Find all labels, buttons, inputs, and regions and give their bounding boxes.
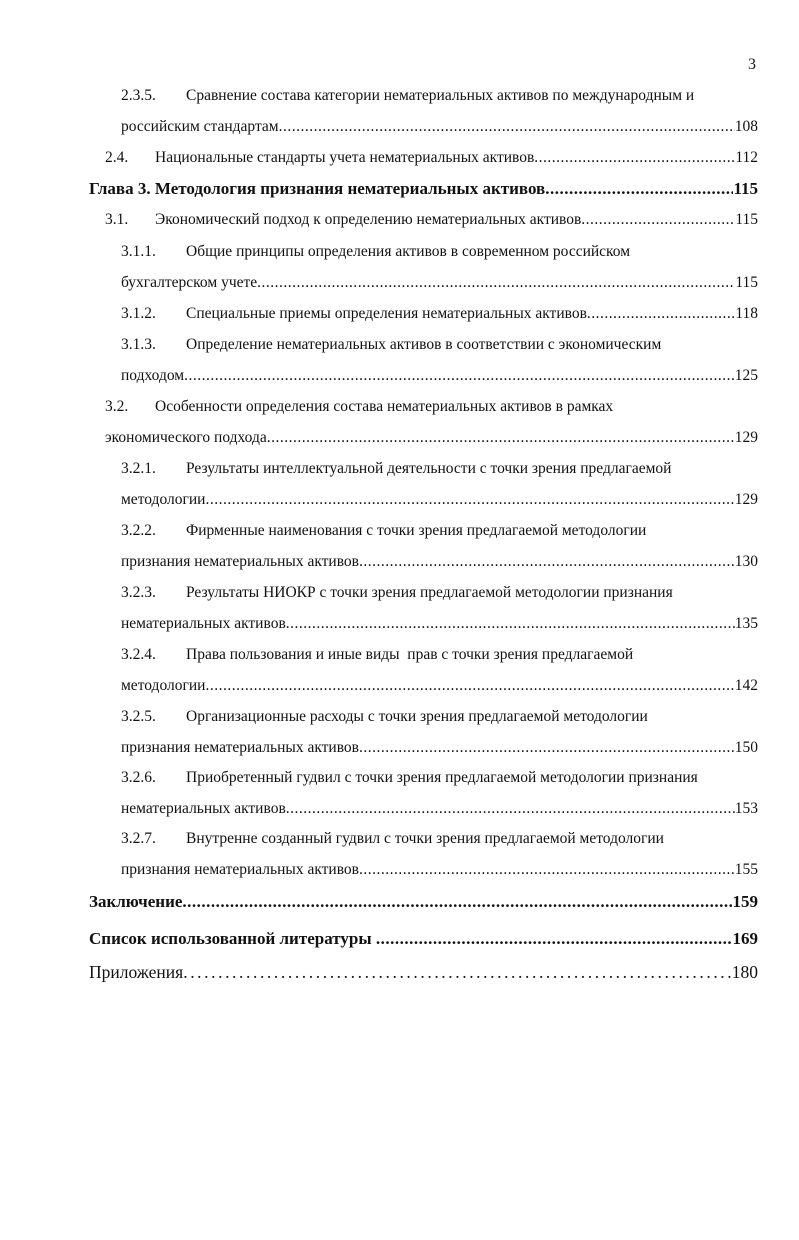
leader-dots: [376, 927, 733, 951]
toc-page-number: 180: [731, 962, 758, 982]
leader-dots: [279, 115, 735, 139]
toc-entry-3-1-1[interactable]: [0, 240, 799, 264]
toc-chapter-3[interactable]: [89, 177, 758, 201]
toc-conclusion[interactable]: [89, 890, 758, 914]
toc-entry-3-2-3[interactable]: [0, 581, 799, 605]
toc-entry-3-2-cont[interactable]: [105, 426, 758, 450]
toc-entry-row: [155, 146, 758, 170]
toc-entry-number: 2.4.: [105, 149, 129, 166]
leader-dots: [286, 612, 735, 636]
toc-entry-row: [186, 302, 758, 326]
toc-entry-title: Специальные приемы определения нематериальных активов: [186, 305, 587, 322]
leader-dots: [545, 177, 733, 201]
leader-dots: [359, 736, 735, 760]
toc-entry-title: Экономический подход к определению нематериальных активов: [155, 211, 582, 228]
toc-entry-number: 3.2.1.: [121, 460, 156, 477]
toc-entry-number: 3.1.2.: [121, 305, 156, 322]
toc-entry-title: Организационные расходы с точки зрения предлагаемой методологии: [186, 708, 648, 725]
toc-page-number: 135: [734, 615, 758, 632]
toc-entry-3-2-5-cont[interactable]: [121, 736, 758, 760]
toc-page-number: 130: [734, 553, 758, 570]
toc-entry-2-3-5-cont[interactable]: [121, 115, 758, 139]
toc-entry-3-1[interactable]: [0, 208, 799, 232]
leader-dots: [183, 960, 732, 984]
toc-entry-title-cont: нематериальных активов: [121, 615, 286, 632]
toc-entry-row: [155, 208, 758, 232]
toc-entry-2-4[interactable]: [0, 146, 799, 170]
toc-references[interactable]: [89, 927, 758, 951]
toc-page-number: 115: [733, 179, 758, 198]
toc-page-number: 118: [735, 305, 758, 322]
toc-entry-number: 3.2.4.: [121, 646, 156, 663]
toc-entry-title: Фирменные наименования с точки зрения предлагаемой методологии: [186, 522, 647, 539]
leader-dots: [359, 550, 735, 574]
toc-entry-3-2-4-cont[interactable]: [121, 674, 758, 698]
toc-entry-number: 3.2.5.: [121, 708, 156, 725]
toc-entry-title-cont: методологии: [121, 677, 206, 694]
toc-entry-title-cont: нематериальных активов: [121, 800, 286, 817]
toc-entry-number: 2.3.5.: [121, 87, 156, 104]
toc-entry-3-2[interactable]: [0, 395, 799, 419]
toc-entry-title-cont: российским стандартам: [121, 118, 279, 135]
toc-entry-3-2-2[interactable]: [0, 519, 799, 543]
toc-entry-title: Права пользования и иные виды прав с точки зрения предлагаемой: [186, 646, 634, 663]
toc-page-number: 159: [732, 892, 758, 911]
toc-section-title: Приложения: [89, 962, 184, 982]
toc-page-number: 112: [735, 149, 758, 166]
toc-page-number: 153: [734, 800, 758, 817]
toc-page-number: 150: [734, 739, 758, 756]
leader-dots: [534, 146, 735, 170]
toc-entry-title: Сравнение состава категории нематериальных активов по международным и: [186, 87, 695, 104]
toc-entry-title: Результаты интеллектуальной деятельности с точки зрения предлагаемой: [186, 460, 672, 477]
page-number: 3: [748, 56, 756, 73]
toc-page-number: 129: [734, 429, 758, 446]
toc-entry-title: Особенности определения состава нематериальных активов в рамках: [155, 398, 614, 415]
toc-section-title: Список использованной литературы: [89, 929, 376, 948]
toc-page-number: 115: [735, 274, 758, 291]
toc-entry-3-2-7-cont[interactable]: [121, 858, 758, 882]
toc-entry-title: Внутренне созданный гудвил с точки зрения предлагаемой методологии: [186, 830, 664, 847]
toc-page-number: 115: [735, 211, 758, 228]
leader-dots: [587, 302, 735, 326]
toc-entry-3-2-6[interactable]: [0, 766, 799, 790]
leader-dots: [267, 426, 735, 450]
toc-entry-number: 3.1.: [105, 211, 129, 228]
leader-dots: [286, 797, 735, 821]
toc-entry-title: Общие принципы определения активов в современном российском: [186, 243, 631, 260]
leader-dots: [182, 890, 732, 914]
toc-entry-title-cont: подходом: [121, 367, 185, 384]
toc-entry-3-2-3-cont[interactable]: [121, 612, 758, 636]
leader-dots: [205, 488, 734, 512]
toc-entry-title: Национальные стандарты учета нематериальных активов: [155, 149, 535, 166]
leader-dots: [581, 208, 735, 232]
toc-entry-3-2-2-cont[interactable]: [121, 550, 758, 574]
toc-page-number: 142: [734, 677, 758, 694]
toc-entry-title: Определение нематериальных активов в соответствии с экономическим: [186, 336, 662, 353]
toc-page-number: 169: [732, 929, 758, 948]
toc-entry-title-cont: признания нематериальных активов: [121, 861, 359, 878]
toc-entry-number: 3.1.1.: [121, 243, 156, 260]
toc-appendices[interactable]: [89, 960, 758, 984]
toc-entry-number: 3.2.: [105, 398, 129, 415]
toc-section-title: Заключение: [89, 892, 183, 911]
toc-page-number: 125: [734, 367, 758, 384]
toc-page-number: 129: [734, 491, 758, 508]
toc-entry-title-cont: признания нематериальных активов: [121, 553, 359, 570]
toc-entry-title: Результаты НИОКР с точки зрения предлагаемой методологии признания: [186, 584, 673, 601]
toc-entry-3-1-3-cont[interactable]: [121, 364, 758, 388]
toc-entry-number: 3.2.2.: [121, 522, 156, 539]
toc-entry-title-cont: признания нематериальных активов: [121, 739, 359, 756]
toc-entry-3-2-5[interactable]: [0, 705, 799, 729]
toc-entry-3-2-6-cont[interactable]: [121, 797, 758, 821]
toc-chapter-title: Глава 3. Методология признания нематериальных активов: [89, 179, 546, 198]
toc-entry-3-2-4[interactable]: [0, 643, 799, 667]
toc-entry-3-2-1-cont[interactable]: [121, 488, 758, 512]
toc-entry-3-1-1-cont[interactable]: [121, 271, 758, 295]
toc-entry-number: 3.2.7.: [121, 830, 156, 847]
toc-entry-number: 3.2.3.: [121, 584, 156, 601]
toc-entry-title-cont: методологии: [121, 491, 206, 508]
toc-entry-number: 3.1.3.: [121, 336, 156, 353]
toc-page-number: 108: [734, 118, 758, 135]
toc-entry-3-2-1[interactable]: [0, 457, 799, 481]
leader-dots: [205, 674, 734, 698]
toc-page-number: 155: [734, 861, 758, 878]
leader-dots: [359, 858, 735, 882]
leader-dots: [257, 271, 735, 295]
toc-entry-title: Приобретенный гудвил с точки зрения предлагаемой методологии признания: [186, 769, 698, 786]
toc-entry-3-1-2[interactable]: [0, 302, 799, 326]
toc-entry-2-3-5[interactable]: [0, 84, 799, 108]
toc-entry-title-cont: экономического подхода: [105, 429, 267, 446]
toc-entry-title-cont: бухгалтерском учете: [121, 274, 258, 291]
toc-entry-3-2-7[interactable]: [0, 827, 799, 851]
toc-entry-3-1-3[interactable]: [0, 333, 799, 357]
toc-entry-number: 3.2.6.: [121, 769, 156, 786]
leader-dots: [184, 364, 735, 388]
